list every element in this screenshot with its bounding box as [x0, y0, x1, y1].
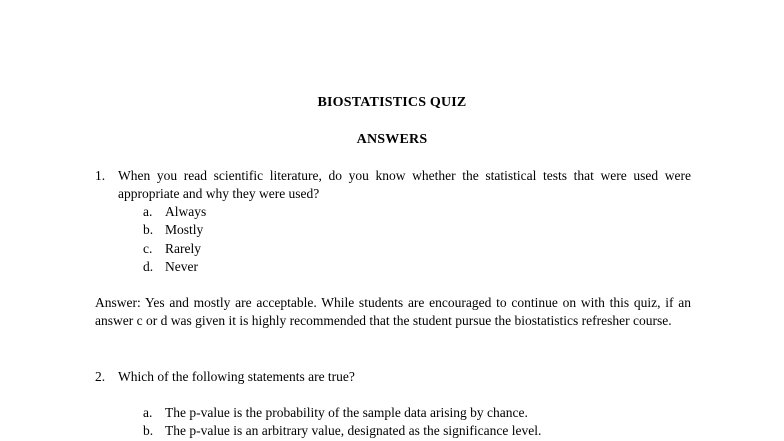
question-number: 2.: [95, 369, 106, 384]
document-subtitle: ANSWERS: [356, 132, 428, 147]
option-item: [143, 258, 206, 276]
option-item: [143, 203, 206, 221]
option-item: [143, 240, 206, 258]
question-text: When you read scientific literature, do you know whether the statistical tests that were used were appropriate and why they were used?: [118, 168, 691, 201]
option-text: Mostly: [165, 222, 204, 238]
option-text: The p-value is an arbitrary value, designated as the significance level.: [165, 423, 542, 439]
option-item: [143, 221, 206, 239]
question-2-options: [143, 404, 541, 441]
question-number: 1.: [95, 168, 106, 183]
option-letter: b.: [143, 423, 154, 439]
option-item: [143, 422, 541, 440]
document-title: BIOSTATISTICS QUIZ: [317, 95, 467, 110]
option-letter: a.: [143, 204, 153, 219]
question-1: [95, 167, 691, 203]
question-2: [95, 368, 691, 386]
option-text: Always: [165, 204, 207, 219]
option-letter: a.: [143, 405, 153, 420]
option-text: Never: [165, 258, 198, 274]
option-item: [143, 404, 541, 422]
question-1-options: [143, 203, 206, 276]
question-text: Which of the following statements are true?: [118, 369, 355, 384]
answer-paragraph: Answer: Yes and mostly are acceptable. While students are encouraged to continue on with this quiz, if an answer c or d was given it is highly recommended that the student pursue the biostatistics refresher course.: [95, 295, 691, 328]
option-text: The p-value is the probability of the sample data arising by chance.: [165, 405, 528, 420]
option-letter: c.: [143, 240, 153, 256]
option-letter: b.: [143, 222, 154, 238]
option-text: Rarely: [165, 240, 201, 256]
option-letter: d.: [143, 258, 154, 274]
